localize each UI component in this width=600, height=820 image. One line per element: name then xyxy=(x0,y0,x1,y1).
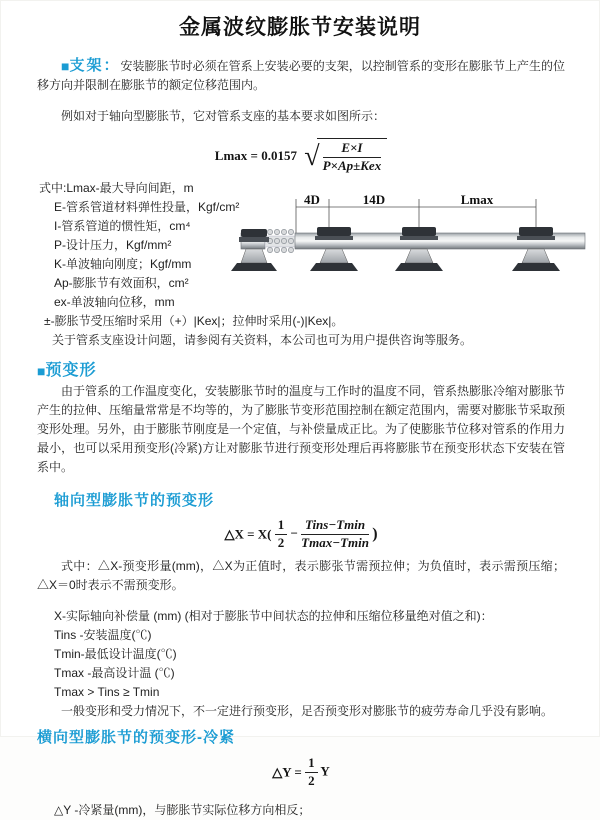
definition-line: Ap-膨胀节有效面积，cm² xyxy=(54,275,189,290)
formula-lmax-lhs: Lmax = 0.0157 xyxy=(214,147,297,163)
support-example-paragraph: 例如对于轴向型膨胀节，它对管系支座的基本要求如图所示： xyxy=(61,109,386,123)
definition-line: ±-膨胀节受压缩时采用（+）|Kex|；拉伸时采用(-)|Kex|。 xyxy=(44,313,344,328)
lmax-fraction-numerator: E×I xyxy=(323,141,382,158)
formula-lmax xyxy=(37,138,565,174)
formula-delta-y xyxy=(37,756,565,789)
support-intro-paragraph xyxy=(37,56,565,95)
temperature-fraction xyxy=(301,518,369,551)
minus-sign: − xyxy=(290,525,298,541)
support-section-label: 支架： xyxy=(69,57,121,74)
axial-remark: 一般变形和受力情况下，不一定进行预变形，足否预变形对膨胀节的疲劳寿命几乎没有影响。 xyxy=(61,703,554,718)
sqrt-body xyxy=(317,138,388,174)
formula-dy-rhs: Y xyxy=(320,763,330,779)
dim-label-14d: 14D xyxy=(362,192,386,207)
half-numerator: 1 xyxy=(275,518,288,535)
one-half-fraction xyxy=(305,756,318,789)
formula-dx-lhs: △X = X( xyxy=(224,526,272,542)
lateral-note-paragraph: △Y -冷紧量(mm)，与膨胀节实际位移方向相反； xyxy=(54,802,311,817)
axial-symbol-list xyxy=(37,607,565,721)
support-closing-note: 关于管系支座设计问题，请参阅有关资料，本公司也可为用户提供咨询等服务。 xyxy=(52,332,473,347)
formula-delta-x xyxy=(37,518,565,551)
axial-item: X-实际轴向补偿量 (mm) (相对于膨胀节中间状态的拉伸和压缩位移量绝对值之和)： xyxy=(54,608,493,623)
definition-line: I-管系管道的惯性矩，cm⁴ xyxy=(54,218,191,233)
sqrt-sign-icon: √ xyxy=(304,140,320,172)
page-title: 金属波纹膨胀节安装说明 xyxy=(179,16,421,39)
dim-label-4d: 4D xyxy=(304,192,320,207)
half-numerator: 1 xyxy=(305,756,318,773)
definition-line: P-设计压力，Kgf/mm² xyxy=(54,237,172,252)
temp-fraction-denominator: Tmax−Tmin xyxy=(301,534,369,550)
half-denominator: 2 xyxy=(308,772,315,788)
content-area xyxy=(1,56,599,820)
lmax-fraction-denominator: P×Ap±Kex xyxy=(322,157,382,173)
close-paren: ) xyxy=(372,525,378,543)
pipe-support-diagram xyxy=(239,191,589,287)
definition-line: E-管系管道材料弹性投量，Kgf/cm² xyxy=(54,199,240,214)
predeform-body-paragraph: 由于管系的工作温度变化，安装膨胀节时的温度与工作时的温度不同，管系热膨胀冷缩对膨胀节产生的拉伸、压缩量常常是不均等的，为了膨胀节变形范围控制在额定范围内，需要对膨胀节采取预变形处理。另外，由于膨胀节刚度是一个定值，与补偿量成正比。为了使膨胀节位移对管系的作用力最小，也可以采用预变形(冷紧)方让对膨胀节进行预变形处理后再将膨胀节在预变形状态下安装在管系中。 xyxy=(37,383,566,474)
axial-item: Tins -安装温度(℃) xyxy=(54,627,152,642)
axial-note-paragraph: 式中：△X-预变形量(mm)，△X为正值时，表示膨张节需预拉伸；为负值时，表示需预压缩；△X＝0时表示不需预变形。 xyxy=(37,558,565,592)
predeform-section-heading xyxy=(37,357,565,380)
one-half-fraction xyxy=(275,518,288,551)
axial-item: Tmax -最高设计温 (℃) xyxy=(54,665,175,680)
dim-label-lmax: Lmax xyxy=(460,192,494,207)
support-intro-text: 安装膨胀节时必须在管系上安装必要的支架，以控制管系的变形在膨胀节上产生的位移方向并限制在膨胀节的额定位移范围内。 xyxy=(37,59,565,92)
definition-line: 式中:Lmax-最大导向间距，m xyxy=(39,180,194,195)
half-denominator: 2 xyxy=(277,534,285,550)
sqrt-radical xyxy=(304,138,387,174)
definition-line: ex-单波轴向位移，mm xyxy=(54,294,175,309)
section-square-icon: ■ xyxy=(37,362,46,379)
formula-dy-lhs: △Y = xyxy=(272,764,302,780)
axial-subheading: 轴向型膨胀节的预变形 xyxy=(54,491,215,509)
lateral-subheading: 横向型膨胀节的预变形-冷紧 xyxy=(37,728,235,746)
section-square-icon: ■ xyxy=(61,58,70,74)
axial-item: Tmax > Tins ≥ Tmin xyxy=(54,684,160,699)
axial-item: Tmin-最低设计温度(℃) xyxy=(54,646,177,661)
lmax-fraction xyxy=(323,141,382,174)
definition-line: K-单波轴向刚度；Kgf/mm xyxy=(54,256,192,271)
temp-fraction-numerator: Tins−Tmin xyxy=(301,518,369,535)
predeform-section-label: 预变形 xyxy=(45,361,97,379)
